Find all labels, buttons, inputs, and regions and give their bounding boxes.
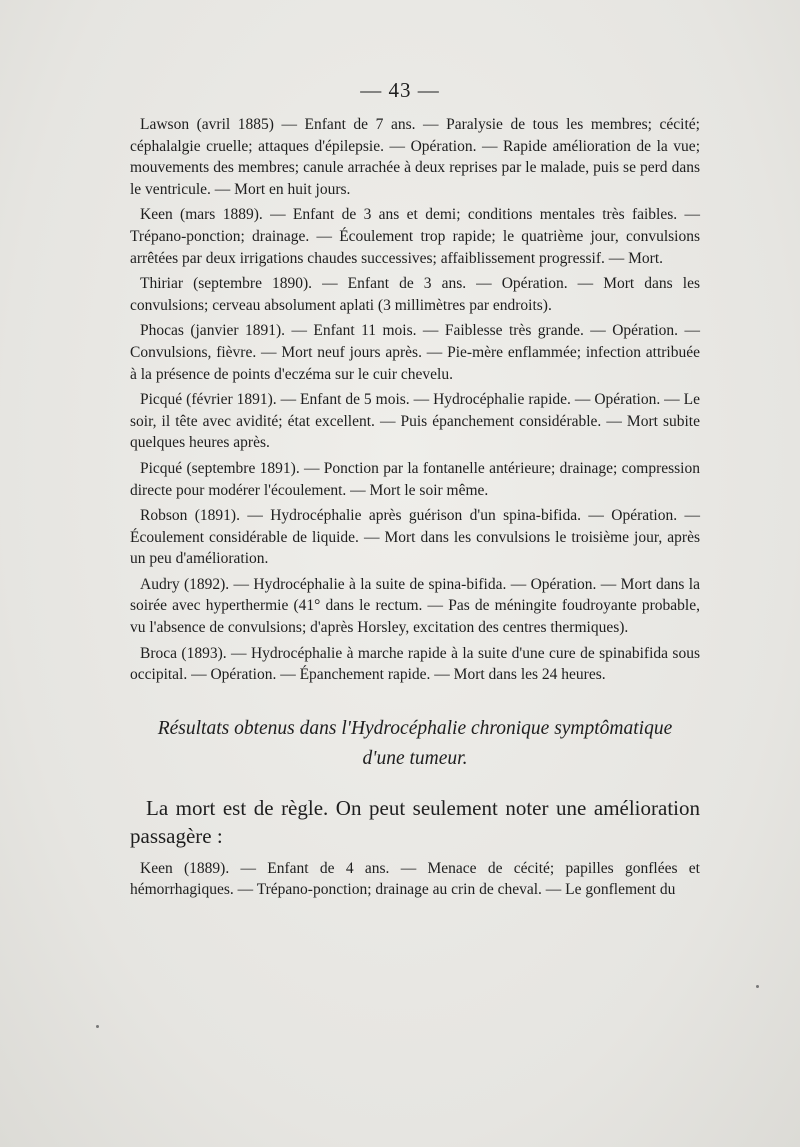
case-entry-keen-tumeur: Keen (1889). — Enfant de 4 ans. — Menace de cécité; papilles gonflées et hémorrhagiques. — Trépano-ponction; drainage au crin de cheval. — Le gonflement du [130, 859, 700, 899]
lead-paragraph: La mort est de règle. On peut seulement noter une amélioration passagère : [130, 795, 700, 848]
page-number: — 43 — [360, 78, 440, 102]
case-entry-thiriar: Thiriar (septembre 1890). — Enfant de 3 ans. — Opération. — Mort dans les convulsions; cerveau absolument aplati (3 millimètres par endroits). [130, 275, 700, 314]
case-entry-picque-septembre: Picqué (septembre 1891). — Ponction par la fontanelle antérieure; drainage; compression directe pour modérer l'écoulement. — Mort le soir même. [130, 459, 700, 499]
specks [96, 1025, 99, 1028]
specks [756, 985, 759, 988]
case-entry-keen-1889: Keen (mars 1889). — Enfant de 3 ans et demi; conditions mentales très faibles. — Trépano-ponction; drainage. — Écoulement trop rapide; le quatrième jour, convulsions arrêtées par deux irrigations chaudes successives; affaiblissement progressif. — Mort. [130, 206, 700, 267]
case-entry-lawson: Lawson (avril 1885) — Enfant de 7 ans. — Paralysie de tous les membres; cécité; céphalalgie cruelle; attaques d'épilepsie. — Opération. — Rapide amélioration de la vue; mouvements des membres; canule arrachée à deux reprises par le malade, puis se perd dans le ventricule. — Mort en huit jours. [130, 116, 700, 198]
page-body [130, 114, 700, 905]
case-entry-phocas: Phocas (janvier 1891). — Enfant 11 mois. — Faiblesse très grande. — Opération. — Convulsions, fièvre. — Mort neuf jours après. — Pie-mère enflammée; infection attribuée à la présence de points d'eczéma sur le cuir chevelu. [130, 322, 700, 383]
case-entry-picque-fevrier: Picqué (février 1891). — Enfant de 5 mois. — Hydrocéphalie rapide. — Opération. — Le soir, il tête avec avidité; état excellent. — Puis épanchement considérable. — Mort subite quelques heures après. [130, 391, 700, 452]
case-entry-broca: Broca (1893). — Hydrocéphalie à marche rapide à la suite d'une cure de spinabifida sous occipital. — Opération. — Épanchement rapide. — Mort dans les 24 heures. [130, 644, 700, 684]
section-heading-line-2: d'une tumeur. [362, 747, 468, 769]
case-entry-robson: Robson (1891). — Hydrocéphalie après guérison d'un spina-bifida. — Opération. — Écoulement considérable de liquide. — Mort dans les convulsions le troisième jour, après un peu d'amélioration. [130, 507, 700, 568]
section-heading [130, 714, 700, 774]
case-entry-audry: Audry (1892). — Hydrocéphalie à la suite de spina-bifida. — Opération. — Mort dans la soirée avec hyperthermie (41° dans le rectum. — Pas de méningite foudroyante probable, vu l'absence de convulsions; d'après Horsley, excitation des centres thermiques). [130, 575, 700, 637]
section-heading-line-1: Résultats obtenus dans l'Hydrocéphalie chronique symptômatique [157, 717, 673, 739]
